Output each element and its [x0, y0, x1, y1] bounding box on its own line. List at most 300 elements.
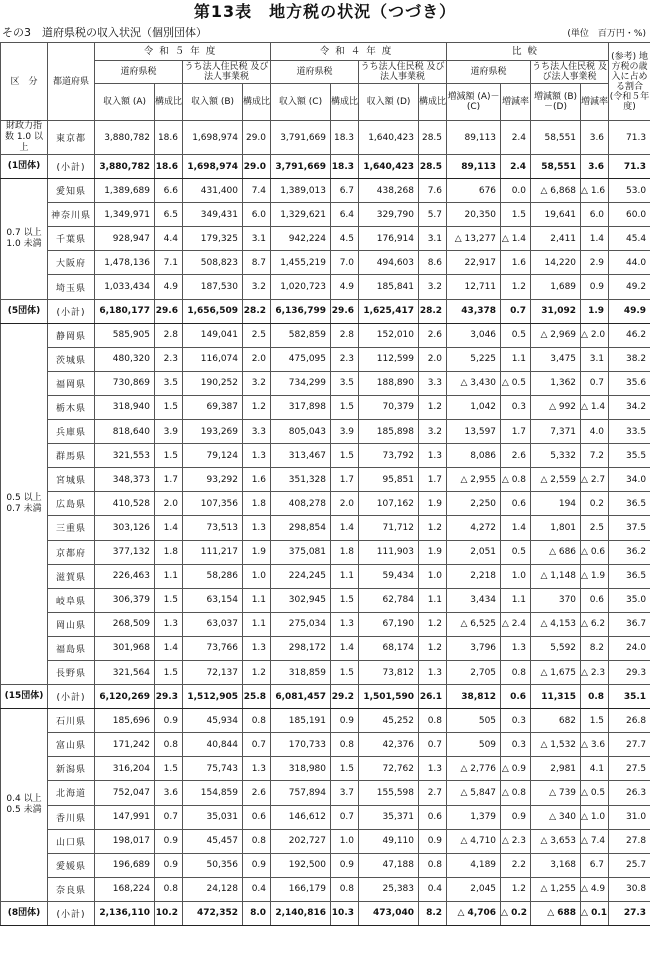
- value-cell: 10.2: [155, 901, 183, 925]
- value-cell: 2,045: [447, 877, 501, 901]
- value-cell: 1.4: [331, 516, 359, 540]
- prefecture-cell: 宮城県: [48, 468, 95, 492]
- value-cell: △ 0.5: [581, 781, 609, 805]
- value-cell: 1,698,974: [183, 155, 243, 179]
- category-cell: 0.4 以上 0.5 未満: [1, 709, 48, 902]
- value-cell: 149,041: [183, 323, 243, 347]
- value-cell: 6.7: [331, 179, 359, 203]
- value-cell: 35.1: [609, 685, 650, 709]
- value-cell: 1.3: [243, 444, 271, 468]
- header-dofukenzei-r4: 道府県税: [271, 61, 359, 84]
- value-cell: 1.8: [243, 492, 271, 516]
- value-cell: 20,350: [447, 203, 501, 227]
- value-cell: 1.0: [501, 564, 531, 588]
- category-cell: 財政力指数 1.0 以上: [1, 121, 48, 155]
- value-cell: 1.0: [419, 564, 447, 588]
- value-cell: 2.0: [331, 492, 359, 516]
- value-cell: 0.6: [243, 805, 271, 829]
- value-cell: 1.2: [501, 275, 531, 299]
- table-row: [1, 251, 650, 275]
- value-cell: 0.7: [155, 805, 183, 829]
- value-cell: 1.5: [155, 757, 183, 781]
- value-cell: 0.8: [419, 709, 447, 733]
- value-cell: 0.9: [501, 805, 531, 829]
- value-cell: △ 5,847: [447, 781, 501, 805]
- value-cell: 0.8: [243, 829, 271, 853]
- prefecture-cell: 愛媛県: [48, 853, 95, 877]
- value-cell: 35,371: [359, 805, 419, 829]
- value-cell: 1.7: [155, 468, 183, 492]
- value-cell: 34.2: [609, 395, 650, 419]
- value-cell: 107,356: [183, 492, 243, 516]
- value-cell: 1.1: [501, 347, 531, 371]
- value-cell: 1.5: [155, 588, 183, 612]
- value-cell: 73,513: [183, 516, 243, 540]
- value-cell: △ 2.7: [581, 468, 609, 492]
- value-cell: 89,113: [447, 155, 501, 179]
- value-cell: 2.6: [419, 323, 447, 347]
- value-cell: 166,179: [271, 877, 331, 901]
- value-cell: 805,043: [271, 420, 331, 444]
- value-cell: 6.5: [155, 203, 183, 227]
- value-cell: 329,790: [359, 203, 419, 227]
- value-cell: △ 2.3: [501, 829, 531, 853]
- prefecture-cell: 香川県: [48, 805, 95, 829]
- header-dofukenzei-cmp: 道府県税: [447, 61, 531, 84]
- unit-label: (単位 百万円・%): [567, 29, 646, 39]
- value-cell: 60.0: [609, 203, 650, 227]
- value-cell: 3,168: [531, 853, 581, 877]
- value-cell: 1,362: [531, 371, 581, 395]
- value-cell: 2.4: [501, 121, 531, 155]
- prefecture-cell: 岡山県: [48, 612, 95, 636]
- value-cell: 0.4: [243, 877, 271, 901]
- value-cell: 193,269: [183, 420, 243, 444]
- table-row: [1, 179, 650, 203]
- value-cell: 1.3: [419, 757, 447, 781]
- value-cell: 71.3: [609, 121, 650, 155]
- value-cell: 27.5: [609, 757, 650, 781]
- value-cell: 111,903: [359, 540, 419, 564]
- value-cell: 1.0: [331, 829, 359, 853]
- subtotal-row: [1, 155, 650, 179]
- value-cell: △ 1.4: [581, 395, 609, 419]
- value-cell: 44.0: [609, 251, 650, 275]
- value-cell: 351,328: [271, 468, 331, 492]
- value-cell: 0.8: [243, 709, 271, 733]
- header-todofuken: 都道府県: [48, 43, 95, 121]
- value-cell: 226,463: [95, 564, 155, 588]
- value-cell: 8,086: [447, 444, 501, 468]
- value-cell: 928,947: [95, 227, 155, 251]
- value-cell: 1.0: [243, 564, 271, 588]
- value-cell: 4.0: [581, 420, 609, 444]
- value-cell: 1.4: [331, 636, 359, 660]
- header-shunyu-b: 収入額 (B): [183, 84, 243, 121]
- value-cell: △ 13,277: [447, 227, 501, 251]
- value-cell: 36.2: [609, 540, 650, 564]
- value-cell: 1.5: [155, 395, 183, 419]
- prefecture-cell: 新潟県: [48, 757, 95, 781]
- value-cell: △ 6.2: [581, 612, 609, 636]
- value-cell: 202,727: [271, 829, 331, 853]
- value-cell: 2.8: [331, 323, 359, 347]
- value-cell: 0.3: [501, 395, 531, 419]
- value-cell: 317,898: [271, 395, 331, 419]
- value-cell: 1.9: [581, 299, 609, 323]
- value-cell: 29.2: [331, 685, 359, 709]
- table-row: [1, 516, 650, 540]
- value-cell: 3.9: [331, 420, 359, 444]
- value-cell: 8.2: [419, 901, 447, 925]
- header-uchi-r5: うち法人住民税 及び法人事業税: [183, 61, 271, 84]
- value-cell: 1.2: [243, 660, 271, 684]
- value-cell: 1,389,013: [271, 179, 331, 203]
- value-cell: 676: [447, 179, 501, 203]
- value-cell: △ 3,653: [531, 829, 581, 853]
- value-cell: 25,383: [359, 877, 419, 901]
- value-cell: 3.5: [155, 371, 183, 395]
- value-cell: △ 2,559: [531, 468, 581, 492]
- table-row: [1, 877, 650, 901]
- value-cell: 18.3: [331, 155, 359, 179]
- value-cell: 49.9: [609, 299, 650, 323]
- value-cell: 480,320: [95, 347, 155, 371]
- value-cell: 1.2: [501, 877, 531, 901]
- table-row: [1, 733, 650, 757]
- category-cell: (8団体): [1, 901, 48, 925]
- value-cell: 752,047: [95, 781, 155, 805]
- value-cell: 27.3: [609, 901, 650, 925]
- value-cell: 313,467: [271, 444, 331, 468]
- table-row: [1, 612, 650, 636]
- value-cell: 49,110: [359, 829, 419, 853]
- prefecture-cell: 福島県: [48, 636, 95, 660]
- value-cell: 0.9: [331, 853, 359, 877]
- value-cell: 29.0: [243, 155, 271, 179]
- value-cell: 1.3: [331, 612, 359, 636]
- value-cell: 47,188: [359, 853, 419, 877]
- value-cell: △ 4,710: [447, 829, 501, 853]
- value-cell: 35,031: [183, 805, 243, 829]
- value-cell: 3.9: [155, 420, 183, 444]
- value-cell: 2,140,816: [271, 901, 331, 925]
- value-cell: 12,711: [447, 275, 501, 299]
- value-cell: 152,010: [359, 323, 419, 347]
- value-cell: 1.4: [155, 516, 183, 540]
- value-cell: 3.5: [331, 371, 359, 395]
- value-cell: △ 0.9: [501, 757, 531, 781]
- value-cell: 3.2: [419, 420, 447, 444]
- value-cell: 1,455,219: [271, 251, 331, 275]
- value-cell: 10.3: [331, 901, 359, 925]
- value-cell: 3.6: [581, 155, 609, 179]
- value-cell: 168,224: [95, 877, 155, 901]
- value-cell: 1.1: [243, 612, 271, 636]
- value-cell: △ 340: [531, 805, 581, 829]
- value-cell: △ 2,969: [531, 323, 581, 347]
- value-cell: 505: [447, 709, 501, 733]
- value-cell: 0.8: [501, 660, 531, 684]
- value-cell: 3,880,782: [95, 121, 155, 155]
- value-cell: 1,042: [447, 395, 501, 419]
- value-cell: 1.3: [419, 444, 447, 468]
- subtotal-row: [1, 685, 650, 709]
- header-shunyu-c: 収入額 (C): [271, 84, 331, 121]
- value-cell: 18.6: [155, 121, 183, 155]
- value-cell: △ 992: [531, 395, 581, 419]
- value-cell: 1.2: [419, 612, 447, 636]
- subtotal-row: [1, 901, 650, 925]
- table-row: [1, 371, 650, 395]
- value-cell: 192,500: [271, 853, 331, 877]
- value-cell: △ 2,955: [447, 468, 501, 492]
- table-row: [1, 444, 650, 468]
- value-cell: 67,190: [359, 612, 419, 636]
- value-cell: 0.8: [419, 853, 447, 877]
- value-cell: 194: [531, 492, 581, 516]
- header-dofukenzei-r5: 道府県税: [95, 61, 183, 84]
- value-cell: 73,792: [359, 444, 419, 468]
- value-cell: 58,286: [183, 564, 243, 588]
- value-cell: 1.5: [331, 757, 359, 781]
- value-cell: 2,250: [447, 492, 501, 516]
- value-cell: 22,917: [447, 251, 501, 275]
- value-cell: 170,733: [271, 733, 331, 757]
- value-cell: 1.2: [419, 636, 447, 660]
- value-cell: 29.3: [609, 660, 650, 684]
- value-cell: 3,796: [447, 636, 501, 660]
- value-cell: 1.1: [155, 564, 183, 588]
- prefecture-cell: 栃木県: [48, 395, 95, 419]
- table-row: [1, 347, 650, 371]
- prefecture-cell: 茨城県: [48, 347, 95, 371]
- header-kouseihi: 構成比: [419, 84, 447, 121]
- value-cell: 298,172: [271, 636, 331, 660]
- value-cell: 475,095: [271, 347, 331, 371]
- value-cell: 72,762: [359, 757, 419, 781]
- value-cell: 1.8: [155, 540, 183, 564]
- value-cell: 1,501,590: [359, 685, 419, 709]
- value-cell: △ 3.6: [581, 733, 609, 757]
- value-cell: 53.0: [609, 179, 650, 203]
- value-cell: 73,812: [359, 660, 419, 684]
- table-row: [1, 468, 650, 492]
- header-reiwa5: 令和５年度: [95, 43, 271, 61]
- category-cell: (15団体): [1, 685, 48, 709]
- value-cell: △ 0.1: [581, 901, 609, 925]
- value-cell: 757,894: [271, 781, 331, 805]
- prefecture-cell: (小計): [48, 685, 95, 709]
- value-cell: 3,434: [447, 588, 501, 612]
- value-cell: 27.8: [609, 829, 650, 853]
- value-cell: 0.6: [419, 805, 447, 829]
- value-cell: 321,564: [95, 660, 155, 684]
- value-cell: 3.2: [243, 371, 271, 395]
- prefecture-cell: 福岡県: [48, 371, 95, 395]
- value-cell: 1,379: [447, 805, 501, 829]
- prefecture-cell: 北海道: [48, 781, 95, 805]
- value-cell: 24,128: [183, 877, 243, 901]
- table-row: [1, 492, 650, 516]
- value-cell: 1.1: [243, 588, 271, 612]
- subtotal-row: [1, 299, 650, 323]
- value-cell: 13,597: [447, 420, 501, 444]
- value-cell: 3,791,669: [271, 155, 331, 179]
- table-row: [1, 275, 650, 299]
- value-cell: 25.7: [609, 853, 650, 877]
- table-row: [1, 805, 650, 829]
- value-cell: 79,124: [183, 444, 243, 468]
- value-cell: 7.4: [243, 179, 271, 203]
- value-cell: 818,640: [95, 420, 155, 444]
- value-cell: 36.7: [609, 612, 650, 636]
- value-cell: 4.1: [581, 757, 609, 781]
- value-cell: 1,689: [531, 275, 581, 299]
- value-cell: 0.5: [501, 540, 531, 564]
- value-cell: 1.3: [243, 757, 271, 781]
- value-cell: 3.2: [243, 275, 271, 299]
- value-cell: 1.3: [243, 516, 271, 540]
- value-cell: 1.5: [331, 395, 359, 419]
- value-cell: 196,689: [95, 853, 155, 877]
- value-cell: 3.2: [419, 275, 447, 299]
- tax-revenue-table: [0, 42, 650, 926]
- value-cell: 0.8: [155, 733, 183, 757]
- value-cell: 4,272: [447, 516, 501, 540]
- value-cell: △ 0.8: [501, 781, 531, 805]
- value-cell: △ 4,153: [531, 612, 581, 636]
- value-cell: 494,603: [359, 251, 419, 275]
- value-cell: 3.6: [581, 121, 609, 155]
- header-zougenritsu: 増減率: [501, 84, 531, 121]
- value-cell: 306,379: [95, 588, 155, 612]
- value-cell: 682: [531, 709, 581, 733]
- value-cell: 29.3: [155, 685, 183, 709]
- value-cell: 1.5: [155, 660, 183, 684]
- value-cell: 348,373: [95, 468, 155, 492]
- prefecture-cell: 広島県: [48, 492, 95, 516]
- value-cell: 1.1: [501, 588, 531, 612]
- prefecture-cell: (小計): [48, 155, 95, 179]
- value-cell: 1,349,971: [95, 203, 155, 227]
- value-cell: 49.2: [609, 275, 650, 299]
- table-row: [1, 588, 650, 612]
- value-cell: 6,136,799: [271, 299, 331, 323]
- header-uchi-r4: うち法人住民税 及び法人事業税: [359, 61, 447, 84]
- value-cell: 2.0: [419, 347, 447, 371]
- value-cell: 1,389,689: [95, 179, 155, 203]
- value-cell: 431,400: [183, 179, 243, 203]
- value-cell: 1.3: [419, 660, 447, 684]
- value-cell: △ 688: [531, 901, 581, 925]
- value-cell: △ 1.6: [581, 179, 609, 203]
- value-cell: 2.5: [581, 516, 609, 540]
- prefecture-cell: 群馬県: [48, 444, 95, 468]
- value-cell: △ 1,675: [531, 660, 581, 684]
- value-cell: 2.0: [243, 347, 271, 371]
- value-cell: 1,656,509: [183, 299, 243, 323]
- value-cell: 6.0: [581, 203, 609, 227]
- prefecture-cell: 奈良県: [48, 877, 95, 901]
- value-cell: 112,599: [359, 347, 419, 371]
- value-cell: 410,528: [95, 492, 155, 516]
- value-cell: 375,081: [271, 540, 331, 564]
- prefecture-cell: 静岡県: [48, 323, 95, 347]
- value-cell: 0.6: [501, 685, 531, 709]
- value-cell: △ 1,255: [531, 877, 581, 901]
- value-cell: 7.2: [581, 444, 609, 468]
- value-cell: 0.4: [419, 877, 447, 901]
- value-cell: 33.5: [609, 420, 650, 444]
- value-cell: 50,356: [183, 853, 243, 877]
- value-cell: 5,332: [531, 444, 581, 468]
- table-row: [1, 709, 650, 733]
- value-cell: 2.9: [581, 251, 609, 275]
- prefecture-cell: 東京都: [48, 121, 95, 155]
- value-cell: 188,890: [359, 371, 419, 395]
- value-cell: 509: [447, 733, 501, 757]
- value-cell: 942,224: [271, 227, 331, 251]
- table-row: [1, 203, 650, 227]
- value-cell: △ 7.4: [581, 829, 609, 853]
- value-cell: △ 4.9: [581, 877, 609, 901]
- value-cell: △ 4,706: [447, 901, 501, 925]
- table-row: [1, 323, 650, 347]
- value-cell: 18.3: [331, 121, 359, 155]
- page-subtitle: その3 道府県税の収入状況（個別団体）: [2, 26, 207, 39]
- value-cell: 58,551: [531, 155, 581, 179]
- value-cell: △ 6,525: [447, 612, 501, 636]
- value-cell: 5,592: [531, 636, 581, 660]
- value-cell: 3.3: [243, 420, 271, 444]
- value-cell: 1.4: [501, 516, 531, 540]
- value-cell: 318,859: [271, 660, 331, 684]
- value-cell: 63,037: [183, 612, 243, 636]
- value-cell: 30.8: [609, 877, 650, 901]
- value-cell: 185,191: [271, 709, 331, 733]
- value-cell: 4.9: [331, 275, 359, 299]
- value-cell: 3.1: [419, 227, 447, 251]
- value-cell: 146,612: [271, 805, 331, 829]
- value-cell: 321,553: [95, 444, 155, 468]
- value-cell: 1.2: [419, 516, 447, 540]
- prefecture-cell: 兵庫県: [48, 420, 95, 444]
- value-cell: 107,162: [359, 492, 419, 516]
- value-cell: 0.6: [501, 492, 531, 516]
- value-cell: △ 2.3: [581, 660, 609, 684]
- value-cell: 224,245: [271, 564, 331, 588]
- value-cell: 1,020,723: [271, 275, 331, 299]
- value-cell: 4.5: [331, 227, 359, 251]
- value-cell: 6.7: [581, 853, 609, 877]
- value-cell: △ 1,148: [531, 564, 581, 588]
- value-cell: 36.5: [609, 492, 650, 516]
- value-cell: △ 0.6: [581, 540, 609, 564]
- value-cell: 301,968: [95, 636, 155, 660]
- value-cell: 1.2: [243, 395, 271, 419]
- value-cell: 8.0: [243, 901, 271, 925]
- table-row: [1, 395, 650, 419]
- value-cell: 1.2: [419, 395, 447, 419]
- table-row: [1, 564, 650, 588]
- value-cell: 2.4: [501, 155, 531, 179]
- table-body: [1, 121, 650, 926]
- value-cell: 582,859: [271, 323, 331, 347]
- header-shunyu-a: 収入額 (A): [95, 84, 155, 121]
- value-cell: 0.9: [243, 853, 271, 877]
- value-cell: 1,640,423: [359, 121, 419, 155]
